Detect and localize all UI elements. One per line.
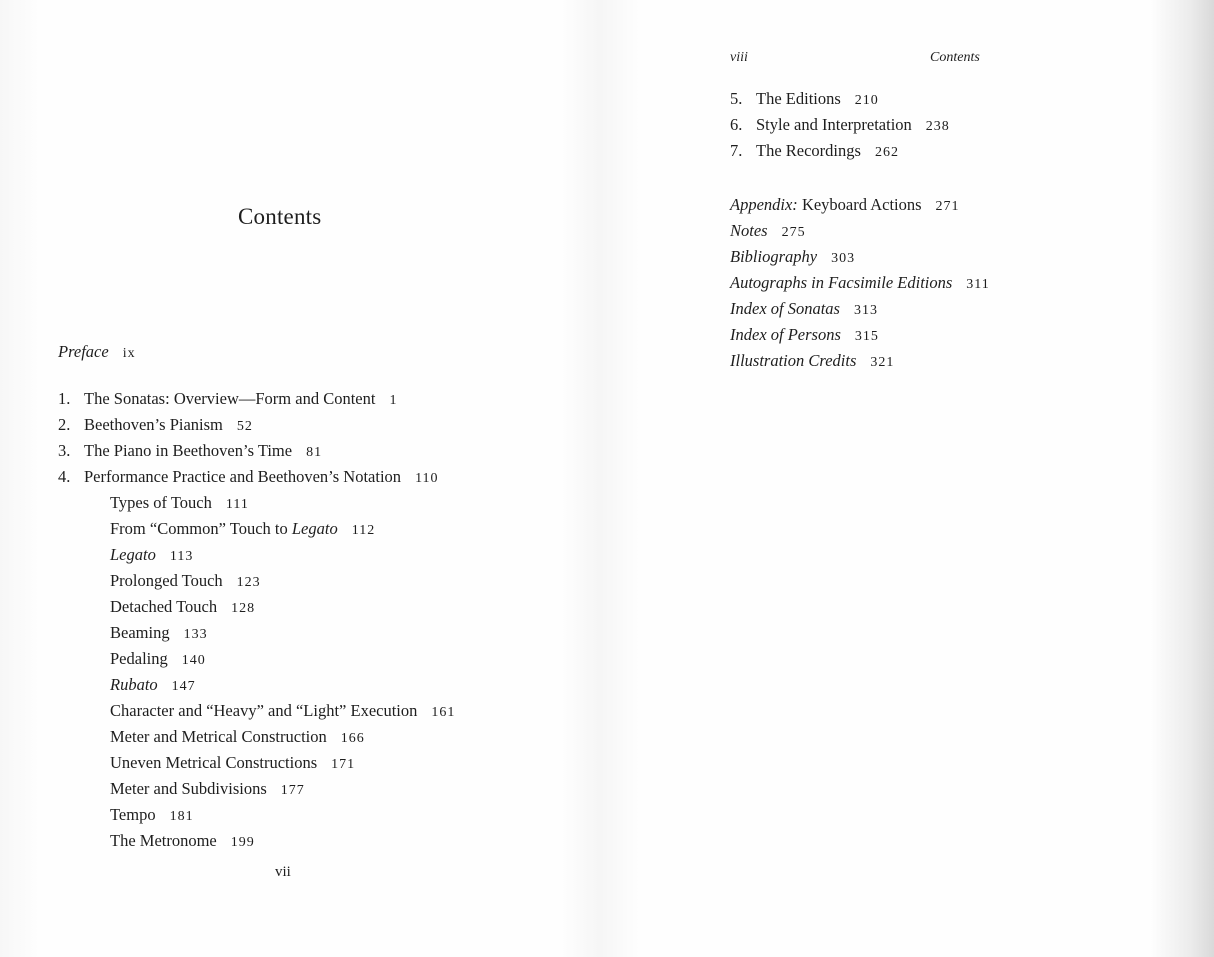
chapter-number: 5. bbox=[730, 89, 743, 108]
backmatter-entry bbox=[730, 195, 960, 217]
page-number: vii bbox=[275, 864, 291, 880]
entry-page: 161 bbox=[431, 705, 456, 720]
subsection-entry bbox=[110, 649, 206, 671]
subsection-entry bbox=[110, 753, 355, 775]
entry-page: 275 bbox=[781, 225, 806, 240]
chapter-entry bbox=[58, 389, 397, 411]
subsection-entry bbox=[110, 623, 208, 645]
subsection-entry bbox=[110, 545, 193, 567]
subsection-entry bbox=[110, 597, 255, 619]
entry-title: The Editions bbox=[756, 89, 841, 108]
backmatter-entry bbox=[730, 351, 894, 373]
entry-page: 177 bbox=[280, 783, 305, 798]
entry-title: The Metronome bbox=[110, 831, 217, 850]
entry-title: Notes bbox=[730, 221, 768, 240]
entry-title: Meter and Subdivisions bbox=[110, 779, 267, 798]
entry-page: 303 bbox=[831, 251, 856, 266]
entry-page: 113 bbox=[169, 549, 194, 564]
preface-entry bbox=[58, 342, 136, 364]
backmatter-entry bbox=[730, 221, 806, 243]
entry-page: 321 bbox=[870, 355, 895, 370]
entry-title: Bibliography bbox=[730, 247, 818, 266]
entry-title: Performance Practice and Beethoven’s Notation bbox=[84, 467, 402, 486]
subsection-entry bbox=[110, 701, 455, 723]
entry-page: 133 bbox=[183, 627, 208, 642]
entry-page: 199 bbox=[230, 835, 255, 850]
entry-title: Index of Persons bbox=[730, 325, 841, 344]
entry-page: 210 bbox=[854, 93, 879, 108]
subsection-entry bbox=[110, 675, 196, 697]
chapter-entry bbox=[58, 441, 322, 463]
entry-title: Keyboard Actions bbox=[797, 195, 922, 214]
entry-page: 238 bbox=[925, 119, 950, 134]
entry-title: Types of Touch bbox=[110, 493, 212, 512]
entry-title: Beethoven’s Pianism bbox=[84, 415, 223, 434]
chapter-entry bbox=[730, 89, 879, 111]
entry-title: Index of Sonatas bbox=[730, 299, 840, 318]
entry-page: 311 bbox=[966, 277, 990, 292]
entry-page: 1 bbox=[389, 393, 398, 408]
entry-title: Preface bbox=[58, 342, 109, 361]
entry-title: Prolonged Touch bbox=[110, 571, 223, 590]
chapter-number: 1. bbox=[58, 389, 71, 408]
chapter-number: 6. bbox=[730, 115, 743, 134]
subsection-entry bbox=[110, 493, 249, 515]
entry-title: Rubato bbox=[110, 675, 158, 694]
entry-page: ix bbox=[122, 346, 136, 361]
chapter-number: 7. bbox=[730, 141, 743, 160]
backmatter-entry bbox=[730, 273, 990, 295]
subsection-entry bbox=[110, 779, 305, 801]
chapter-number: 2. bbox=[58, 415, 71, 434]
subsection-entry bbox=[110, 519, 375, 541]
entry-title-italic: Legato bbox=[291, 519, 338, 538]
entry-title: Autographs in Facsimile Editions bbox=[730, 273, 953, 292]
entry-title: Style and Interpretation bbox=[756, 115, 912, 134]
entry-title: From “Common” Touch to bbox=[110, 519, 292, 538]
entry-page: 271 bbox=[935, 199, 960, 214]
entry-page: 111 bbox=[225, 497, 249, 512]
entry-title: Beaming bbox=[110, 623, 170, 642]
right-page bbox=[600, 0, 1214, 957]
entry-title: The Recordings bbox=[756, 141, 861, 160]
running-head-folio: viii bbox=[730, 50, 748, 65]
chapter-entry bbox=[730, 141, 899, 163]
entry-page: 123 bbox=[236, 575, 261, 590]
page-title: Contents bbox=[238, 204, 322, 229]
entry-title-italic: Appendix: bbox=[730, 195, 798, 214]
subsection-entry bbox=[110, 831, 255, 853]
left-page bbox=[0, 0, 600, 957]
subsection-entry bbox=[110, 571, 261, 593]
entry-page: 81 bbox=[306, 445, 323, 460]
entry-title: Legato bbox=[110, 545, 156, 564]
entry-page: 110 bbox=[415, 471, 439, 486]
entry-title: Tempo bbox=[110, 805, 156, 824]
entry-title: Uneven Metrical Constructions bbox=[110, 753, 318, 772]
chapter-number: 3. bbox=[58, 441, 71, 460]
entry-title: Meter and Metrical Construction bbox=[110, 727, 327, 746]
entry-title: Pedaling bbox=[110, 649, 168, 668]
chapter-entry bbox=[730, 115, 950, 137]
entry-title: Character and “Heavy” and “Light” Execution bbox=[110, 701, 418, 720]
entry-page: 147 bbox=[171, 679, 196, 694]
entry-title: Detached Touch bbox=[110, 597, 218, 616]
entry-page: 128 bbox=[231, 601, 256, 616]
entry-page: 181 bbox=[169, 809, 194, 824]
entry-page: 112 bbox=[351, 523, 376, 538]
backmatter-entry bbox=[730, 247, 855, 269]
backmatter-entry bbox=[730, 299, 878, 321]
entry-page: 262 bbox=[874, 145, 899, 160]
chapter-entry bbox=[58, 415, 253, 437]
entry-page: 52 bbox=[236, 419, 253, 434]
entry-page: 315 bbox=[854, 329, 879, 344]
entry-page: 171 bbox=[331, 757, 356, 772]
chapter-number: 4. bbox=[58, 467, 71, 486]
backmatter-entry bbox=[730, 325, 879, 347]
entry-title: The Piano in Beethoven’s Time bbox=[84, 441, 293, 460]
running-head-title: Contents bbox=[930, 50, 980, 65]
subsection-entry bbox=[110, 805, 194, 827]
entry-page: 313 bbox=[853, 303, 878, 318]
entry-title: The Sonatas: Overview—Form and Content bbox=[84, 389, 376, 408]
entry-title: Illustration Credits bbox=[730, 351, 857, 370]
entry-page: 140 bbox=[181, 653, 206, 668]
chapter-entry bbox=[58, 467, 439, 489]
subsection-entry bbox=[110, 727, 365, 749]
entry-page: 166 bbox=[340, 731, 365, 746]
